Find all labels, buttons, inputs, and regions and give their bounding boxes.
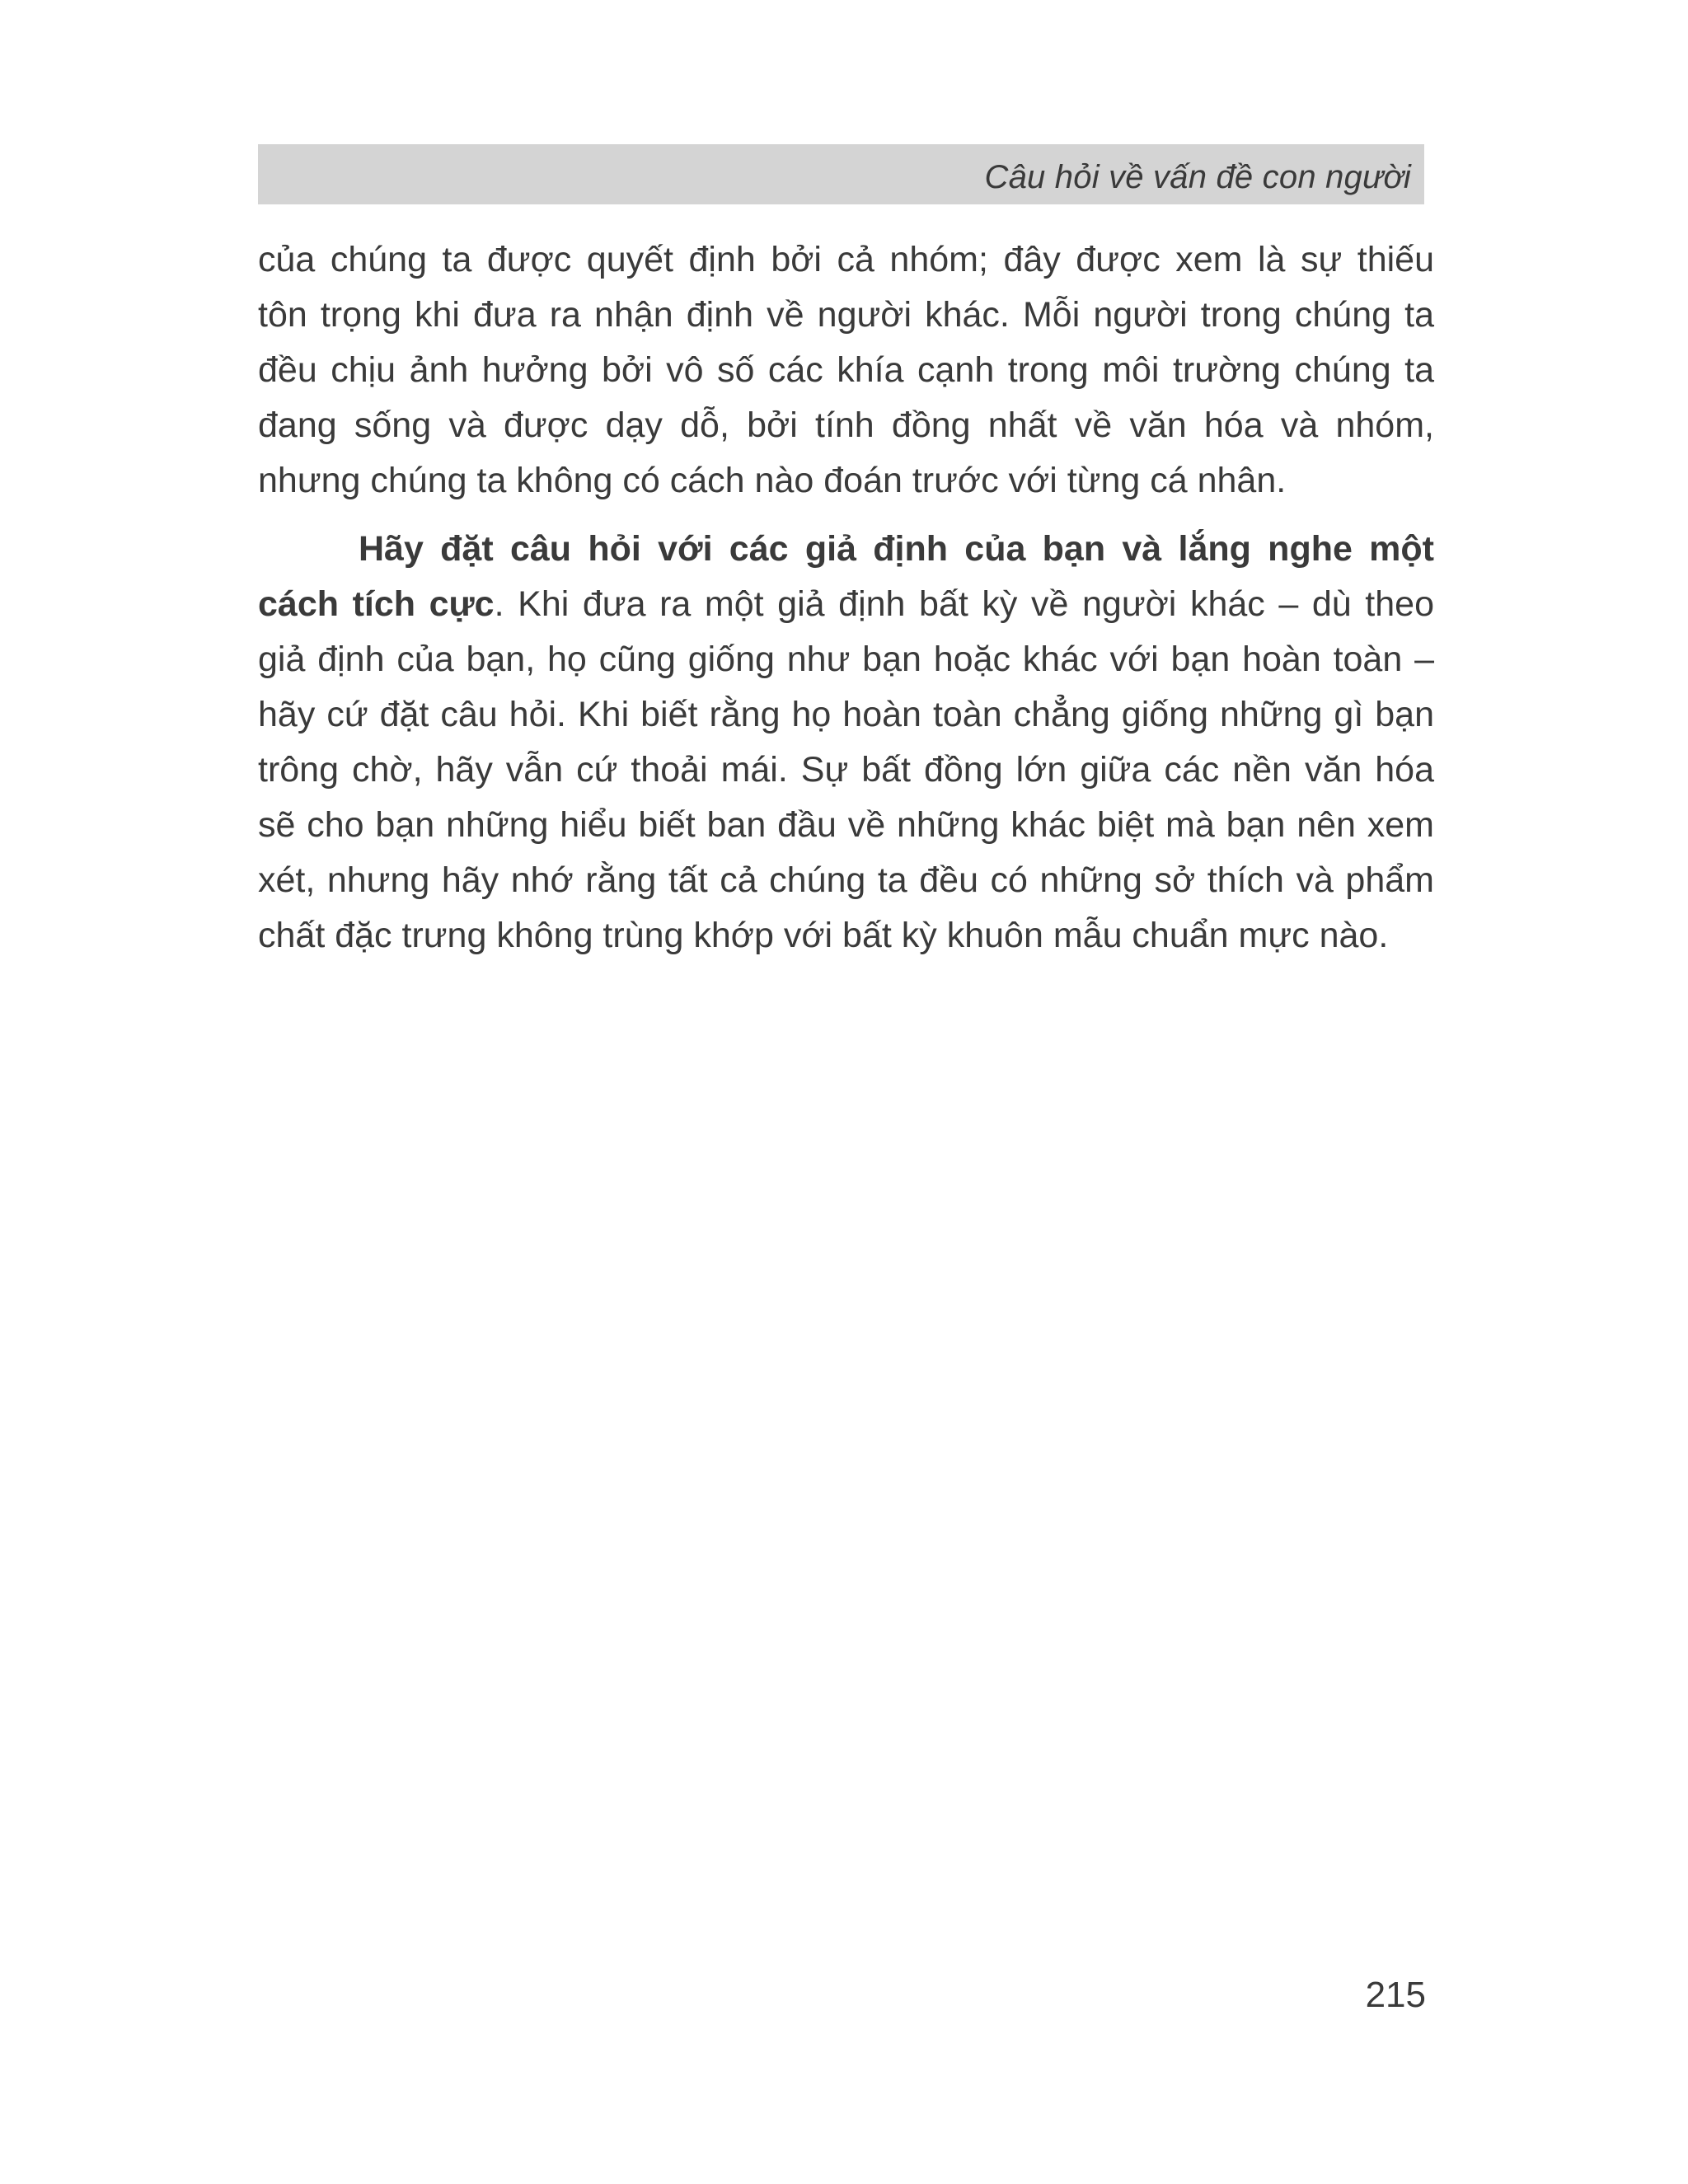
- text-line: đang sống và được dạy dỗ, bởi tính đồng nhất về văn hóa và nhóm,: [258, 405, 1434, 445]
- text-line: trông chờ, hãy vẫn cứ thoải mái. Sự bất đồng lớn giữa các nền văn hóa: [258, 750, 1434, 790]
- bold-lead-text: Hãy đặt câu hỏi với các giả định của bạn và lắng nghe một: [359, 529, 1434, 569]
- body-text: [258, 232, 1434, 963]
- text-line: của chúng ta được quyết định bởi cả nhóm; đây được xem là sự thiếu: [258, 240, 1434, 279]
- running-header-title: Câu hỏi về vấn đề con người: [984, 159, 1411, 195]
- text-line: [258, 577, 1434, 632]
- paragraph: [258, 522, 1434, 963]
- paragraph-gap: [258, 509, 1434, 522]
- bold-lead-text: cách tích cực: [258, 584, 495, 624]
- text-line: chất đặc trưng không trùng khớp với bất kỳ khuôn mẫu chuẩn mực nào.: [258, 916, 1389, 955]
- text-line: tôn trọng khi đưa ra nhận định về người khác. Mỗi người trong chúng ta: [258, 295, 1434, 335]
- text-run: . Khi đưa ra một giả định bất kỳ về người khác – dù theo: [494, 584, 1434, 624]
- paragraph: [258, 232, 1434, 509]
- text-line: xét, nhưng hãy nhớ rằng tất cả chúng ta đều có những sở thích và phẩm: [258, 860, 1434, 900]
- running-header-bar: [258, 144, 1424, 204]
- text-line: hãy cứ đặt câu hỏi. Khi biết rằng họ hoàn toàn chẳng giống những gì bạn: [258, 695, 1434, 734]
- text-line: đều chịu ảnh hưởng bởi vô số các khía cạnh trong môi trường chúng ta: [258, 350, 1434, 390]
- page-number: 215: [1365, 1975, 1426, 2015]
- text-line: nhưng chúng ta không có cách nào đoán trước với từng cá nhân.: [258, 461, 1287, 500]
- text-line: giả định của bạn, họ cũng giống như bạn hoặc khác với bạn hoàn toàn –: [258, 640, 1434, 679]
- text-line: [258, 522, 1434, 577]
- text-line: sẽ cho bạn những hiểu biết ban đầu về những khác biệt mà bạn nên xem: [258, 805, 1434, 845]
